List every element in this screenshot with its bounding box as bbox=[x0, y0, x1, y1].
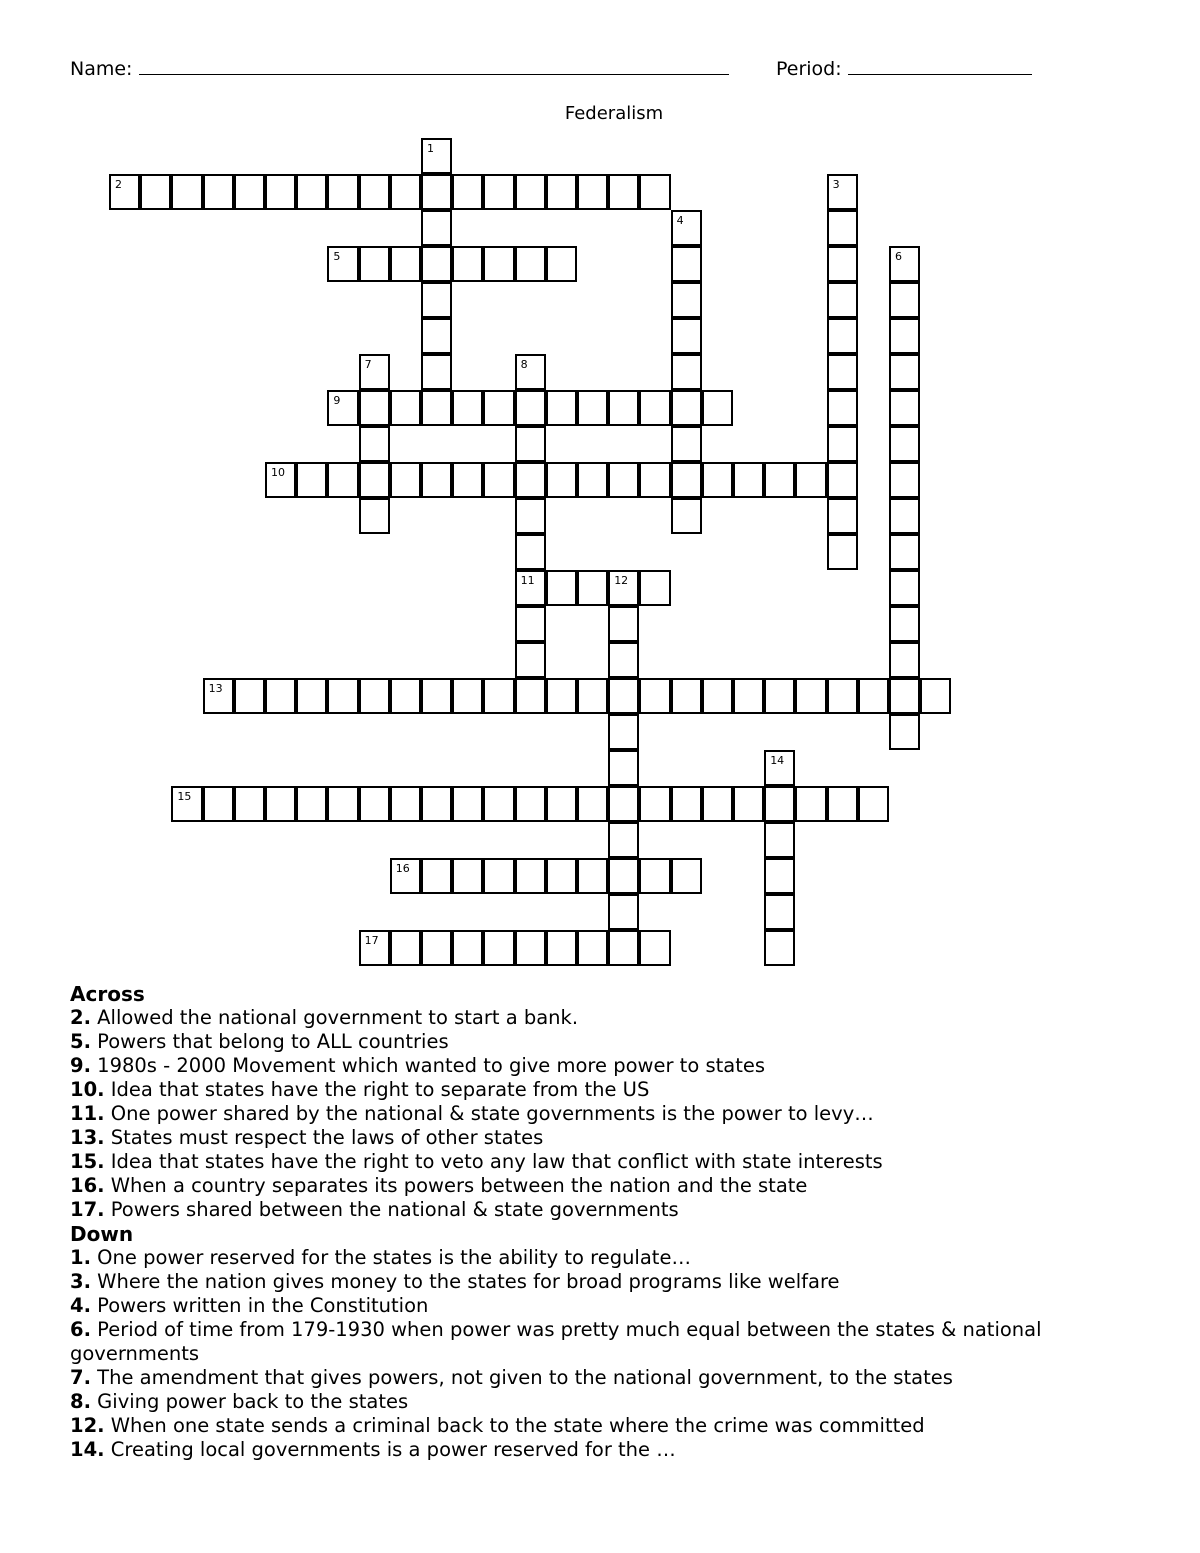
grid-cell[interactable] bbox=[515, 930, 546, 966]
grid-cell[interactable] bbox=[608, 462, 639, 498]
clue-num: 4. bbox=[70, 1294, 91, 1317]
clue-number: 10 bbox=[271, 466, 285, 479]
clue-num: 10. bbox=[70, 1078, 105, 1101]
clue-num: 1. bbox=[70, 1246, 91, 1269]
grid-cell[interactable] bbox=[171, 786, 202, 822]
grid-cell[interactable] bbox=[452, 858, 483, 894]
grid-cell[interactable] bbox=[421, 318, 452, 354]
grid-cell[interactable] bbox=[546, 246, 577, 282]
grid-cell[interactable] bbox=[889, 282, 920, 318]
grid-cell[interactable] bbox=[483, 462, 514, 498]
grid-cell[interactable] bbox=[483, 174, 514, 210]
grid-cell[interactable] bbox=[483, 246, 514, 282]
grid-cell[interactable] bbox=[702, 786, 733, 822]
grid-cell[interactable] bbox=[452, 930, 483, 966]
grid-cell[interactable] bbox=[296, 174, 327, 210]
grid-cell[interactable] bbox=[671, 282, 702, 318]
grid-cell[interactable] bbox=[639, 462, 670, 498]
grid-cell[interactable] bbox=[515, 642, 546, 678]
grid-cell[interactable] bbox=[827, 498, 858, 534]
grid-cell[interactable] bbox=[608, 930, 639, 966]
grid-cell[interactable] bbox=[483, 786, 514, 822]
grid-cell[interactable] bbox=[140, 174, 171, 210]
clue-text: Powers that belong to ALL countries bbox=[90, 1030, 449, 1053]
clue-num: 7. bbox=[70, 1366, 91, 1389]
clue-num: 9. bbox=[70, 1054, 91, 1077]
clue-number: 4 bbox=[676, 214, 684, 227]
down-clue bbox=[70, 1390, 1150, 1414]
clue-text: Powers written in the Constitution bbox=[90, 1294, 429, 1317]
grid-cell[interactable] bbox=[671, 210, 702, 246]
clue-text: Idea that states have the right to veto any law that conflict with state interests bbox=[104, 1150, 883, 1173]
grid-cell[interactable] bbox=[421, 858, 452, 894]
grid-cell[interactable] bbox=[452, 390, 483, 426]
clue-num: 6. bbox=[70, 1318, 91, 1341]
grid-cell[interactable] bbox=[639, 786, 670, 822]
clue-text: 1980s - 2000 Movement which wanted to give more power to states bbox=[90, 1054, 766, 1077]
grid-cell[interactable] bbox=[827, 786, 858, 822]
grid-cell[interactable] bbox=[421, 678, 452, 714]
grid-cell[interactable] bbox=[327, 390, 358, 426]
grid-cell[interactable] bbox=[265, 462, 296, 498]
grid-cell[interactable] bbox=[452, 462, 483, 498]
grid-cell[interactable] bbox=[577, 462, 608, 498]
grid-cell[interactable] bbox=[234, 174, 265, 210]
grid-cell[interactable] bbox=[421, 282, 452, 318]
grid-cell[interactable] bbox=[639, 570, 670, 606]
across-heading: Across bbox=[70, 982, 145, 1006]
grid-cell[interactable] bbox=[265, 678, 296, 714]
across-clue bbox=[70, 1126, 1150, 1150]
down-clue bbox=[70, 1366, 1150, 1390]
grid-cell[interactable] bbox=[296, 786, 327, 822]
clue-number: 8 bbox=[520, 358, 528, 371]
grid-cell[interactable] bbox=[359, 498, 390, 534]
across-clue bbox=[70, 1030, 1150, 1054]
across-clue bbox=[70, 1078, 1150, 1102]
grid-cell[interactable] bbox=[577, 858, 608, 894]
grid-cell[interactable] bbox=[827, 174, 858, 210]
clue-number: 6 bbox=[895, 250, 902, 263]
clue-text: Allowed the national government to start a bank. bbox=[90, 1006, 579, 1029]
grid-cell[interactable] bbox=[515, 570, 546, 606]
grid-cell[interactable] bbox=[359, 174, 390, 210]
clue-text: States must respect the laws of other states bbox=[104, 1126, 544, 1149]
grid-cell[interactable] bbox=[577, 570, 608, 606]
clue-text: The amendment that gives powers, not given to the national government, to the states bbox=[90, 1366, 953, 1389]
grid-cell[interactable] bbox=[421, 786, 452, 822]
grid-cell[interactable] bbox=[795, 786, 826, 822]
grid-cell[interactable] bbox=[515, 678, 546, 714]
grid-cell[interactable] bbox=[795, 462, 826, 498]
clue-num: 8. bbox=[70, 1390, 91, 1413]
grid-cell[interactable] bbox=[577, 930, 608, 966]
grid-cell[interactable] bbox=[515, 534, 546, 570]
grid-cell[interactable] bbox=[390, 786, 421, 822]
clue-num: 17. bbox=[70, 1198, 105, 1221]
grid-cell[interactable] bbox=[608, 714, 639, 750]
across-clue bbox=[70, 1006, 1150, 1030]
grid-cell[interactable] bbox=[608, 822, 639, 858]
grid-cell[interactable] bbox=[390, 390, 421, 426]
period-label: Period: bbox=[776, 58, 842, 80]
clue-number: 9 bbox=[333, 394, 341, 407]
clue-num: 5. bbox=[70, 1030, 91, 1053]
across-clues bbox=[70, 1006, 1150, 1222]
grid-cell[interactable] bbox=[702, 390, 733, 426]
grid-cell[interactable] bbox=[515, 354, 546, 390]
grid-cell[interactable] bbox=[733, 786, 764, 822]
grid-cell[interactable] bbox=[546, 930, 577, 966]
grid-cell[interactable] bbox=[671, 462, 702, 498]
grid-cell[interactable] bbox=[515, 462, 546, 498]
across-clue bbox=[70, 1150, 1150, 1174]
grid-cell[interactable] bbox=[452, 786, 483, 822]
grid-cell[interactable] bbox=[608, 642, 639, 678]
grid-cell[interactable] bbox=[764, 786, 795, 822]
grid-cell[interactable] bbox=[889, 246, 920, 282]
clue-num: 11. bbox=[70, 1102, 105, 1125]
grid-cell[interactable] bbox=[889, 570, 920, 606]
grid-cell[interactable] bbox=[827, 318, 858, 354]
clue-number: 13 bbox=[208, 682, 223, 695]
grid-cell[interactable] bbox=[359, 390, 390, 426]
clue-number: 1 bbox=[427, 142, 434, 155]
grid-cell[interactable] bbox=[827, 390, 858, 426]
clue-number: 2 bbox=[115, 178, 122, 191]
grid-cell[interactable] bbox=[671, 498, 702, 534]
grid-cell[interactable] bbox=[359, 462, 390, 498]
grid-cell[interactable] bbox=[109, 174, 140, 210]
grid-cell[interactable] bbox=[546, 786, 577, 822]
grid-cell[interactable] bbox=[639, 390, 670, 426]
grid-cell[interactable] bbox=[421, 390, 452, 426]
grid-cell[interactable] bbox=[671, 246, 702, 282]
grid-cell[interactable] bbox=[546, 858, 577, 894]
grid-cell[interactable] bbox=[920, 678, 951, 714]
clue-list bbox=[70, 982, 1150, 1462]
grid-cell[interactable] bbox=[515, 426, 546, 462]
clue-num: 12. bbox=[70, 1414, 105, 1437]
grid-cell[interactable] bbox=[733, 678, 764, 714]
clue-text: Giving power back to the states bbox=[90, 1390, 409, 1413]
grid-cell[interactable] bbox=[203, 678, 234, 714]
grid-cell[interactable] bbox=[452, 246, 483, 282]
grid-cell[interactable] bbox=[327, 786, 358, 822]
down-clue bbox=[70, 1318, 1150, 1366]
grid-cell[interactable] bbox=[546, 570, 577, 606]
grid-cell[interactable] bbox=[577, 174, 608, 210]
grid-cell[interactable] bbox=[515, 246, 546, 282]
down-heading: Down bbox=[70, 1222, 134, 1246]
grid-cell[interactable] bbox=[577, 390, 608, 426]
grid-cell[interactable] bbox=[858, 678, 889, 714]
grid-cell[interactable] bbox=[546, 678, 577, 714]
grid-cell[interactable] bbox=[764, 750, 795, 786]
clue-num: 15. bbox=[70, 1150, 105, 1173]
grid-cell[interactable] bbox=[671, 786, 702, 822]
grid-cell[interactable] bbox=[390, 930, 421, 966]
grid-cell[interactable] bbox=[639, 678, 670, 714]
grid-cell[interactable] bbox=[827, 246, 858, 282]
grid-cell[interactable] bbox=[889, 498, 920, 534]
grid-cell[interactable] bbox=[608, 606, 639, 642]
grid-cell[interactable] bbox=[452, 678, 483, 714]
grid-cell[interactable] bbox=[889, 642, 920, 678]
grid-cell[interactable] bbox=[858, 786, 889, 822]
clue-number: 16 bbox=[395, 862, 410, 875]
grid-cell[interactable] bbox=[421, 930, 452, 966]
grid-cell[interactable] bbox=[359, 354, 390, 390]
grid-cell[interactable] bbox=[827, 534, 858, 570]
clue-number: 3 bbox=[832, 178, 840, 191]
clue-number: 7 bbox=[364, 358, 372, 371]
clue-number: 12 bbox=[614, 574, 629, 587]
clue-number: 5 bbox=[333, 250, 341, 263]
down-clue bbox=[70, 1294, 1150, 1318]
across-clue bbox=[70, 1054, 1150, 1078]
grid-cell[interactable] bbox=[577, 786, 608, 822]
clue-text: One power shared by the national & state governments is the power to levy… bbox=[104, 1102, 874, 1125]
grid-cell[interactable] bbox=[546, 462, 577, 498]
grid-cell[interactable] bbox=[359, 426, 390, 462]
grid-cell[interactable] bbox=[390, 678, 421, 714]
across-clue bbox=[70, 1198, 1150, 1222]
clue-text: Where the nation gives money to the states for broad programs like welfare bbox=[90, 1270, 840, 1293]
grid-cell[interactable] bbox=[889, 678, 920, 714]
across-clue bbox=[70, 1102, 1150, 1126]
grid-cell[interactable] bbox=[390, 858, 421, 894]
grid-cell[interactable] bbox=[889, 534, 920, 570]
page-title: Federalism bbox=[564, 103, 664, 124]
down-clues bbox=[70, 1246, 1150, 1462]
grid-cell[interactable] bbox=[546, 174, 577, 210]
grid-cell[interactable] bbox=[203, 174, 234, 210]
grid-cell[interactable] bbox=[483, 930, 514, 966]
grid-cell[interactable] bbox=[483, 678, 514, 714]
clue-text: Creating local governments is a power reserved for the … bbox=[104, 1438, 676, 1461]
clue-text: One power reserved for the states is the ability to regulate… bbox=[90, 1246, 691, 1269]
grid-cell[interactable] bbox=[889, 354, 920, 390]
grid-cell[interactable] bbox=[639, 174, 670, 210]
clue-number: 15 bbox=[177, 790, 192, 803]
grid-cell[interactable] bbox=[671, 354, 702, 390]
grid-cell[interactable] bbox=[327, 462, 358, 498]
down-clue bbox=[70, 1414, 1150, 1438]
grid-cell[interactable] bbox=[265, 174, 296, 210]
grid-cell[interactable] bbox=[265, 786, 296, 822]
grid-cell[interactable] bbox=[608, 858, 639, 894]
grid-cell[interactable] bbox=[515, 786, 546, 822]
grid-cell[interactable] bbox=[421, 138, 452, 174]
grid-cell[interactable] bbox=[296, 678, 327, 714]
clue-number: 11 bbox=[520, 574, 535, 587]
grid-cell[interactable] bbox=[827, 210, 858, 246]
clue-text: Powers shared between the national & state governments bbox=[104, 1198, 679, 1221]
grid-cell[interactable] bbox=[327, 246, 358, 282]
grid-cell[interactable] bbox=[608, 894, 639, 930]
clue-number: 14 bbox=[770, 754, 785, 767]
grid-cell[interactable] bbox=[421, 462, 452, 498]
name-label: Name: bbox=[70, 58, 133, 80]
grid-cell[interactable] bbox=[671, 318, 702, 354]
grid-cell[interactable] bbox=[421, 174, 452, 210]
clue-number: 17 bbox=[364, 934, 379, 947]
grid-cell[interactable] bbox=[296, 462, 327, 498]
clue-text: Idea that states have the right to separate from the US bbox=[104, 1078, 650, 1101]
grid-cell[interactable] bbox=[827, 354, 858, 390]
clue-num: 16. bbox=[70, 1174, 105, 1197]
grid-cell[interactable] bbox=[764, 462, 795, 498]
grid-cell[interactable] bbox=[827, 462, 858, 498]
across-clue bbox=[70, 1174, 1150, 1198]
grid-cell[interactable] bbox=[671, 390, 702, 426]
grid-cell[interactable] bbox=[421, 210, 452, 246]
down-clue bbox=[70, 1246, 1150, 1270]
grid-cell[interactable] bbox=[827, 426, 858, 462]
grid-cell[interactable] bbox=[390, 174, 421, 210]
grid-cell[interactable] bbox=[327, 678, 358, 714]
clue-num: 3. bbox=[70, 1270, 91, 1293]
grid-cell[interactable] bbox=[671, 426, 702, 462]
grid-cell[interactable] bbox=[171, 174, 202, 210]
grid-cell[interactable] bbox=[515, 174, 546, 210]
grid-cell[interactable] bbox=[795, 678, 826, 714]
grid-cell[interactable] bbox=[608, 678, 639, 714]
grid-cell[interactable] bbox=[889, 606, 920, 642]
grid-cell[interactable] bbox=[827, 282, 858, 318]
grid-cell[interactable] bbox=[608, 390, 639, 426]
grid-cell[interactable] bbox=[359, 678, 390, 714]
grid-cell[interactable] bbox=[359, 786, 390, 822]
grid-cell[interactable] bbox=[764, 858, 795, 894]
grid-cell[interactable] bbox=[515, 858, 546, 894]
grid-cell[interactable] bbox=[889, 390, 920, 426]
grid-cell[interactable] bbox=[608, 174, 639, 210]
grid-cell[interactable] bbox=[483, 390, 514, 426]
grid-cell[interactable] bbox=[702, 462, 733, 498]
grid-cell[interactable] bbox=[764, 930, 795, 966]
grid-cell[interactable] bbox=[421, 246, 452, 282]
down-clue bbox=[70, 1438, 1150, 1462]
grid-cell[interactable] bbox=[671, 858, 702, 894]
grid-cell[interactable] bbox=[546, 390, 577, 426]
grid-cell[interactable] bbox=[827, 678, 858, 714]
grid-cell[interactable] bbox=[483, 858, 514, 894]
grid-cell[interactable] bbox=[421, 354, 452, 390]
clue-text: When a country separates its powers between the nation and the state bbox=[104, 1174, 808, 1197]
down-clue bbox=[70, 1270, 1150, 1294]
grid-cell[interactable] bbox=[639, 930, 670, 966]
grid-cell[interactable] bbox=[390, 246, 421, 282]
clue-num: 2. bbox=[70, 1006, 91, 1029]
grid-cell[interactable] bbox=[733, 462, 764, 498]
grid-cell[interactable] bbox=[234, 786, 265, 822]
grid-cell[interactable] bbox=[639, 858, 670, 894]
grid-cell[interactable] bbox=[608, 570, 639, 606]
grid-cell[interactable] bbox=[671, 678, 702, 714]
grid-cell[interactable] bbox=[608, 786, 639, 822]
grid-cell[interactable] bbox=[327, 174, 358, 210]
clue-text: Period of time from 179-1930 when power was pretty much equal between the states & national governments bbox=[70, 1318, 1042, 1365]
grid-cell[interactable] bbox=[359, 246, 390, 282]
grid-cell[interactable] bbox=[452, 174, 483, 210]
grid-cell[interactable] bbox=[702, 678, 733, 714]
clue-num: 14. bbox=[70, 1438, 105, 1461]
grid-cell[interactable] bbox=[515, 606, 546, 642]
clue-text: When one state sends a criminal back to the state where the crime was committed bbox=[104, 1414, 925, 1437]
grid-cell[interactable] bbox=[764, 822, 795, 858]
grid-cell[interactable] bbox=[234, 678, 265, 714]
grid-cell[interactable] bbox=[889, 426, 920, 462]
grid-cell[interactable] bbox=[390, 462, 421, 498]
grid-cell[interactable] bbox=[889, 714, 920, 750]
grid-cell[interactable] bbox=[889, 318, 920, 354]
grid-cell[interactable] bbox=[359, 930, 390, 966]
clue-num: 13. bbox=[70, 1126, 105, 1149]
grid-cell[interactable] bbox=[203, 786, 234, 822]
grid-cell[interactable] bbox=[515, 498, 546, 534]
grid-cell[interactable] bbox=[515, 390, 546, 426]
grid-cell[interactable] bbox=[577, 678, 608, 714]
grid-cell[interactable] bbox=[764, 678, 795, 714]
grid-cell[interactable] bbox=[764, 894, 795, 930]
grid-cell[interactable] bbox=[608, 750, 639, 786]
grid-cell[interactable] bbox=[889, 462, 920, 498]
